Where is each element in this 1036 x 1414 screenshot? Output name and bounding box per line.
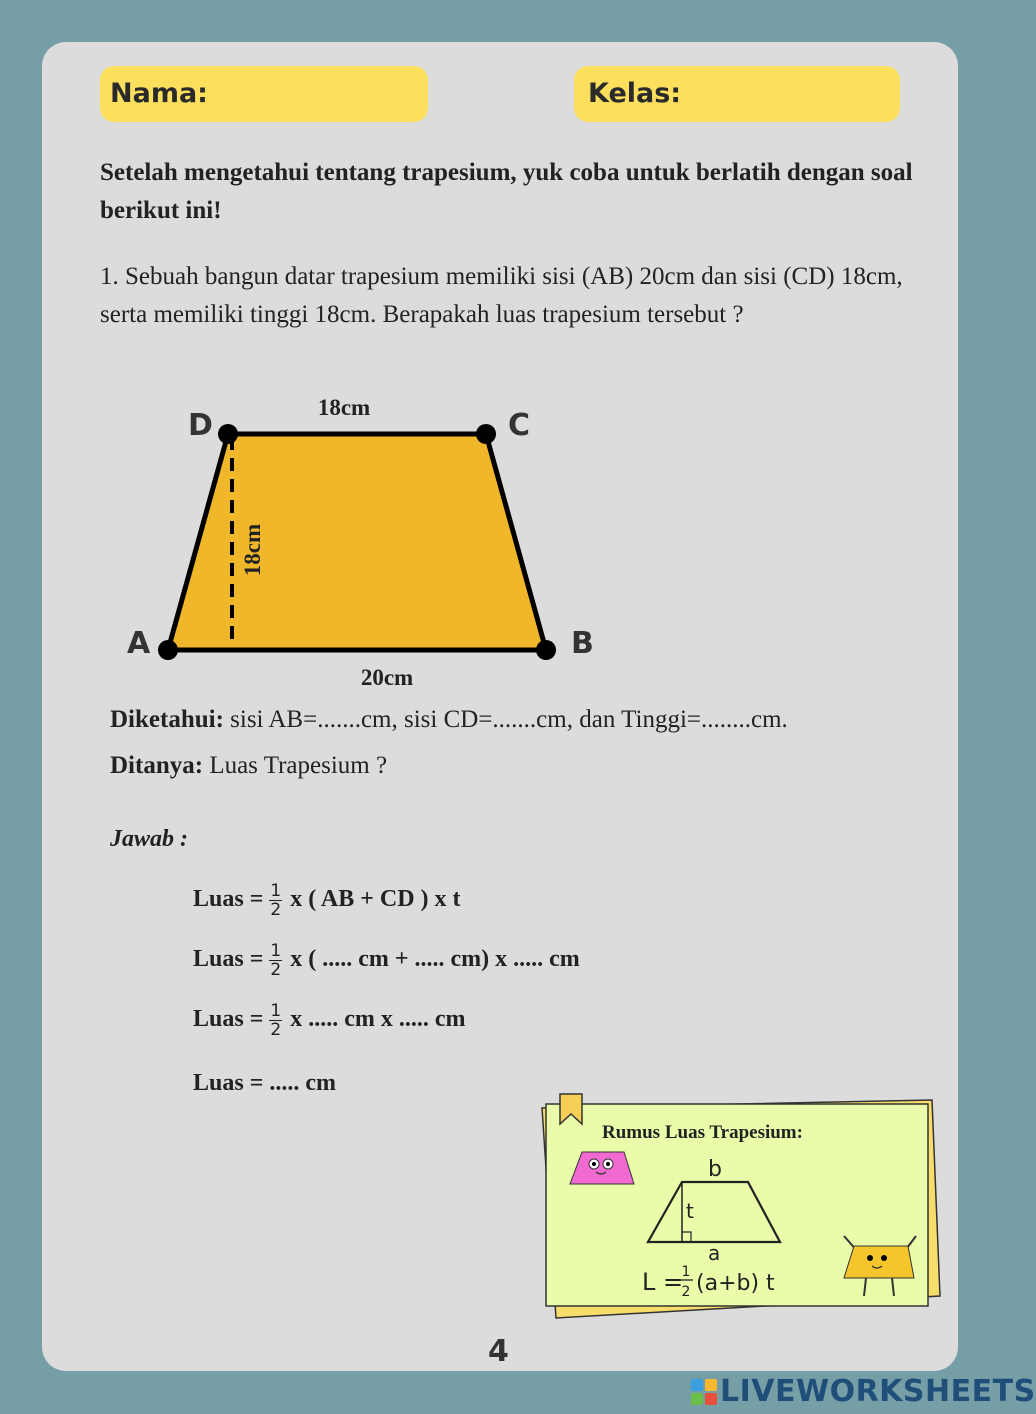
vertex-d-dot — [218, 424, 238, 444]
name-label: Nama: — [110, 78, 208, 109]
asked-text: Luas Trapesium ? — [203, 752, 388, 779]
known-label: Diketahui: — [110, 706, 224, 733]
question-text: 1. Sebuah bangun datar trapesium memiliki sisi (AB) 20cm dan sisi (CD) 18cm, serta memiliki tinggi 18cm. Berapakah luas trapesium tersebut ? — [100, 263, 903, 328]
answer-label: Jawab : — [110, 826, 188, 852]
brand-grid-icon — [690, 1378, 718, 1406]
asked-label: Ditanya: — [110, 752, 204, 779]
answer-line-4: Luas = ..... cm — [193, 1070, 337, 1096]
vertex-b-dot — [536, 640, 556, 660]
answer-line-3: Luas = $\frac{1}{2}$ x ..... cm x ..... cm — [193, 1001, 466, 1040]
bottom-side-label: 20cm — [360, 665, 414, 690]
intro-text: Setelah mengetahui tentang trapesium, yuk coba untuk berlatih dengan soal berikut ini! — [100, 159, 913, 224]
answer-line-1: Luas = $\frac{1}{2}$ x ( AB + CD ) x t — [193, 881, 461, 920]
answer-line-2: Luas = $\frac{1}{2}$ x ( ..... cm + ..... cm) x ..... cm — [193, 941, 580, 980]
formula-l: L = — [642, 1268, 684, 1296]
brand-logo — [690, 1374, 1036, 1409]
formula-note — [536, 1090, 948, 1326]
class-field[interactable] — [574, 66, 900, 122]
asked-line — [110, 752, 387, 780]
known-line — [110, 706, 788, 734]
formula-denominator: 2 — [681, 1284, 691, 1300]
vertex-a-dot — [158, 640, 178, 660]
half-fraction: $\frac{1}{2}$ — [270, 881, 282, 920]
height-label: 18cm — [240, 523, 265, 577]
name-field[interactable] — [100, 66, 428, 122]
half-fraction: $\frac{1}{2}$ — [270, 941, 282, 980]
top-side-label: 18cm — [317, 395, 371, 420]
formula-rest: (a+b) t — [696, 1271, 775, 1296]
trapezoid-diagram — [110, 385, 630, 695]
brand-name: LIVEWORKSHEETS — [720, 1374, 1036, 1409]
vertex-c-dot — [476, 424, 496, 444]
known-text: sisi AB=.......cm, sisi CD=.......cm, dan Tinggi=........cm. — [223, 706, 788, 733]
formula-numerator: 1 — [681, 1264, 691, 1280]
formula-label-a: a — [708, 1241, 721, 1265]
formula-label-b: b — [708, 1157, 722, 1182]
trapezoid-shape — [168, 434, 546, 650]
vertex-a-label: A — [127, 626, 151, 661]
class-label: Kelas: — [588, 78, 682, 109]
formula-label-t: t — [686, 1199, 694, 1223]
vertex-b-label: B — [571, 626, 594, 661]
note-title: Rumus Luas Trapesium: — [602, 1122, 803, 1143]
vertex-d-label: D — [188, 408, 213, 443]
page-number: 4 — [488, 1334, 509, 1369]
vertex-c-label: C — [508, 408, 531, 443]
half-fraction: $\frac{1}{2}$ — [270, 1001, 282, 1040]
